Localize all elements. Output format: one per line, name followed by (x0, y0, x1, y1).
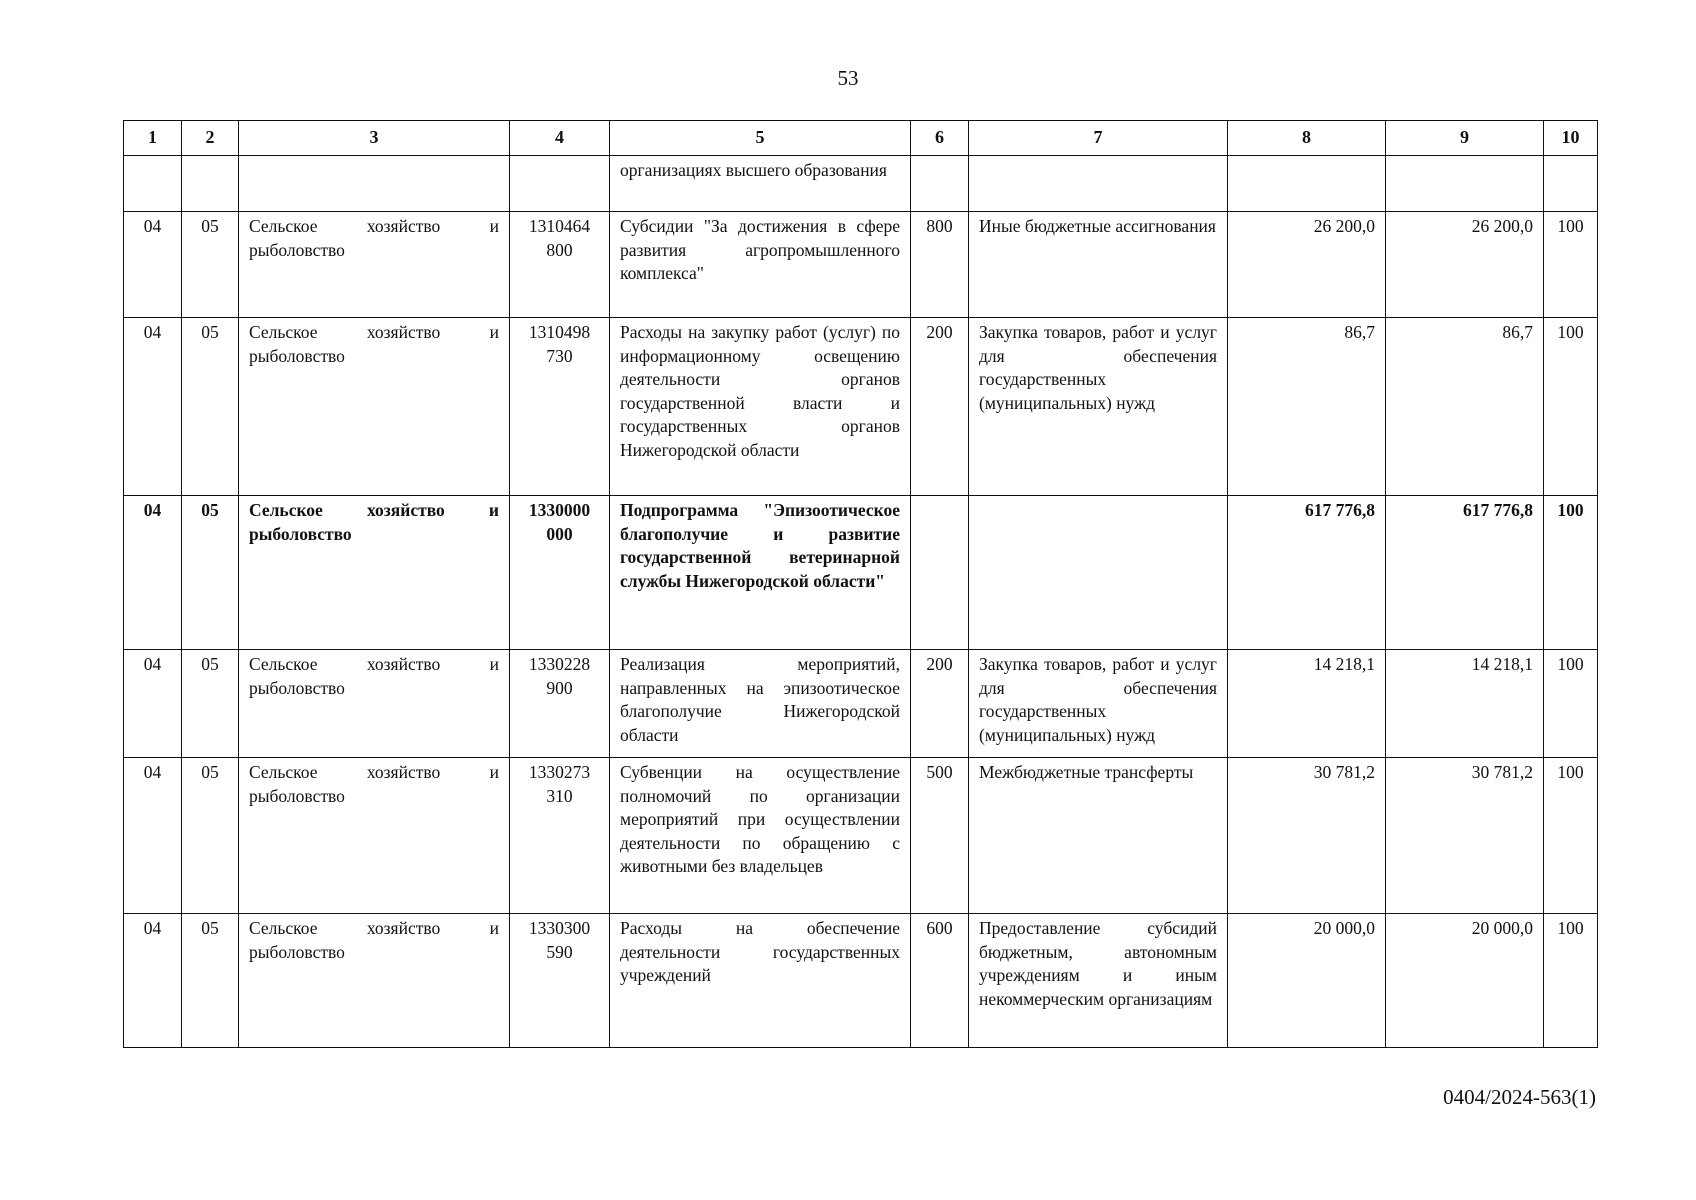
cell-subsection: 05 (182, 318, 239, 496)
cell-expense-type (911, 496, 969, 650)
cell-amount-actual: 30 781,2 (1386, 758, 1544, 914)
cell-description: Подпрограмма "Эпизоотическое благополучие и развитие государственной ветеринарной службы Нижегородской области" (610, 496, 911, 650)
cell-section-name: Сельское хозяйство и рыболовство (239, 318, 510, 496)
cell-expense-type: 800 (911, 212, 969, 318)
column-header: 1 (124, 121, 182, 156)
cell-description: Субсидии "За достижения в сфере развития агропромышленного комплекса" (610, 212, 911, 318)
cell-percent: 100 (1544, 650, 1598, 758)
cell-amount-actual (1386, 156, 1544, 212)
cell-section: 04 (124, 650, 182, 758)
cell-section: 04 (124, 318, 182, 496)
cell-section-name: Сельское хозяйство и рыболовство (239, 496, 510, 650)
table-row (124, 156, 1598, 212)
table-row (124, 318, 1598, 496)
column-header: 2 (182, 121, 239, 156)
cell-section: 04 (124, 758, 182, 914)
cell-description: Расходы на закупку работ (услуг) по информационному освещению деятельности органов государственной власти и государственных органов Нижегородской области (610, 318, 911, 496)
cell-percent (1544, 156, 1598, 212)
page-number: 53 (837, 66, 859, 90)
cell-subsection: 05 (182, 758, 239, 914)
cell-target-code: 1330300 590 (510, 914, 610, 1048)
cell-section: 04 (124, 496, 182, 650)
cell-target-code: 1310464 800 (510, 212, 610, 318)
table-row (124, 758, 1598, 914)
table-row-subprogram (124, 496, 1598, 650)
cell-expense-type (911, 156, 969, 212)
cell-amount-actual: 20 000,0 (1386, 914, 1544, 1048)
cell-description: Реализация мероприятий, направленных на эпизоотическое благополучие Нижегородской области (610, 650, 911, 758)
cell-amount-plan: 30 781,2 (1228, 758, 1386, 914)
cell-amount-plan: 86,7 (1228, 318, 1386, 496)
budget-table (123, 120, 1598, 1048)
cell-section-name (239, 156, 510, 212)
cell-amount-plan: 26 200,0 (1228, 212, 1386, 318)
cell-section (124, 156, 182, 212)
cell-expense-type: 200 (911, 650, 969, 758)
cell-expense-type-name (969, 156, 1228, 212)
column-header: 7 (969, 121, 1228, 156)
table-row (124, 914, 1598, 1048)
cell-section-name: Сельское хозяйство и рыболовство (239, 650, 510, 758)
cell-target-code: 1330000 000 (510, 496, 610, 650)
cell-percent: 100 (1544, 496, 1598, 650)
cell-amount-actual: 26 200,0 (1386, 212, 1544, 318)
column-header: 6 (911, 121, 969, 156)
cell-expense-type: 500 (911, 758, 969, 914)
column-header: 4 (510, 121, 610, 156)
cell-target-code: 1330228 900 (510, 650, 610, 758)
column-header: 9 (1386, 121, 1544, 156)
cell-amount-plan: 617 776,8 (1228, 496, 1386, 650)
column-header: 5 (610, 121, 911, 156)
cell-percent: 100 (1544, 212, 1598, 318)
cell-amount-plan: 14 218,1 (1228, 650, 1386, 758)
cell-subsection: 05 (182, 914, 239, 1048)
cell-subsection (182, 156, 239, 212)
cell-section: 04 (124, 914, 182, 1048)
cell-subsection: 05 (182, 496, 239, 650)
cell-description: Субвенции на осуществление полномочий по организации мероприятий при осуществлении деятельности по обращению с животными без владельцев (610, 758, 911, 914)
cell-section-name: Сельское хозяйство и рыболовство (239, 914, 510, 1048)
cell-expense-type-name: Иные бюджетные ассигнования (969, 212, 1228, 318)
cell-expense-type-name (969, 496, 1228, 650)
cell-amount-actual: 86,7 (1386, 318, 1544, 496)
cell-expense-type-name: Закупка товаров, работ и услуг для обеспечения государственных (муниципальных) нужд (969, 318, 1228, 496)
column-header: 10 (1544, 121, 1598, 156)
cell-section: 04 (124, 212, 182, 318)
cell-target-code: 1310498 730 (510, 318, 610, 496)
table-row (124, 212, 1598, 318)
cell-amount-plan: 20 000,0 (1228, 914, 1386, 1048)
column-header: 8 (1228, 121, 1386, 156)
cell-section-name: Сельское хозяйство и рыболовство (239, 758, 510, 914)
cell-amount-actual: 14 218,1 (1386, 650, 1544, 758)
cell-expense-type-name: Межбюджетные трансферты (969, 758, 1228, 914)
cell-subsection: 05 (182, 212, 239, 318)
column-header: 3 (239, 121, 510, 156)
cell-description: Расходы на обеспечение деятельности государственных учреждений (610, 914, 911, 1048)
cell-percent: 100 (1544, 758, 1598, 914)
cell-percent: 100 (1544, 914, 1598, 1048)
cell-description: организациях высшего образования (610, 156, 911, 212)
table-row (124, 650, 1598, 758)
cell-amount-actual: 617 776,8 (1386, 496, 1544, 650)
cell-target-code: 1330273 310 (510, 758, 610, 914)
cell-target-code (510, 156, 610, 212)
document-code: 0404/2024-563(1) (1443, 1085, 1596, 1109)
cell-amount-plan (1228, 156, 1386, 212)
cell-subsection: 05 (182, 650, 239, 758)
cell-expense-type-name: Закупка товаров, работ и услуг для обеспечения государственных (муниципальных) нужд (969, 650, 1228, 758)
cell-expense-type: 200 (911, 318, 969, 496)
header-row (124, 121, 1598, 156)
cell-expense-type: 600 (911, 914, 969, 1048)
cell-section-name: Сельское хозяйство и рыболовство (239, 212, 510, 318)
cell-percent: 100 (1544, 318, 1598, 496)
cell-expense-type-name: Предоставление субсидий бюджетным, автономным учреждениям и иным некоммерческим организациям (969, 914, 1228, 1048)
